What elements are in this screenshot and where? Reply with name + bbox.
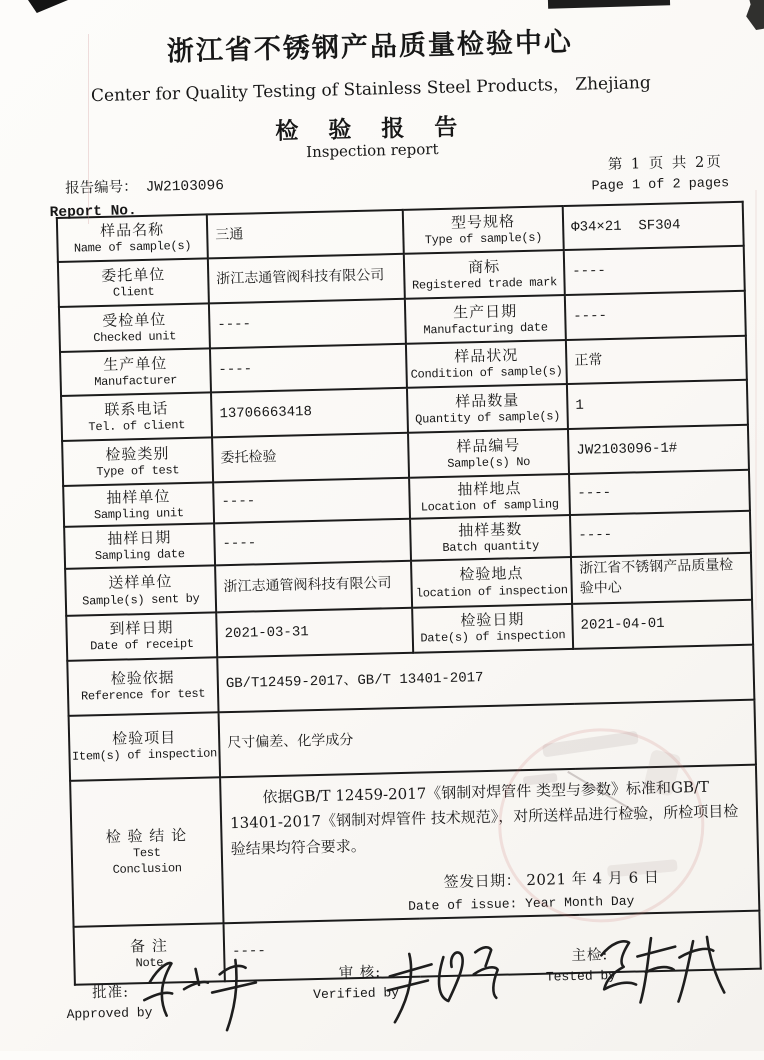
field-value: 2021-04-01 [572, 599, 753, 648]
label-en: Reference for test [80, 687, 206, 704]
doc-title-en: Inspection report [305, 139, 439, 162]
approved-label-en: Approved by [66, 1004, 153, 1022]
label-en: Type of sample(s) [424, 230, 543, 248]
field-value: 13706663418 [211, 388, 408, 438]
field-value: JW2103096-1# [568, 425, 749, 474]
label-en: Test [132, 846, 161, 861]
field-label [411, 557, 572, 607]
label-cn: 委托单位 [100, 265, 166, 285]
page-number-cn: 第 1 页 共 2页 [607, 154, 723, 173]
label-en: Checked unit [93, 329, 177, 345]
field-label [404, 250, 565, 299]
tested-signature-handwriting [589, 926, 741, 1022]
label-en: Manufacturer [94, 373, 178, 390]
page-number-block [591, 150, 730, 194]
field-value: GB/T12459-2017、GB/T 13401-2017 [217, 644, 754, 712]
label-cn: 检验类别 [105, 443, 170, 464]
field-label [410, 515, 571, 561]
label-cn: 检 验 结 论 [105, 826, 188, 847]
field-value: ---- [564, 246, 745, 295]
field-label [57, 214, 208, 262]
field-value: 正常 [566, 336, 747, 384]
label-cn: 联系电话 [104, 398, 169, 419]
field-label [58, 258, 209, 307]
label-cn: 型号规格 [450, 212, 516, 232]
conclusion-text: 依据GB/T 12459-2017《钢制对焊管件 类型与参数》标准和GB/T 13401-2017《钢制对焊管件 技术规范》，对所送样品进行检验，所检项目检验结果均符合要求。 [229, 777, 739, 858]
field-value: 浙江志通管阀科技有限公司 [208, 254, 405, 304]
label-en: Quantity of sample(s) [415, 409, 561, 427]
label-en: Registered trade mark [411, 275, 558, 293]
field-value: ---- [209, 299, 406, 349]
field-value: 浙江志通管阀科技有限公司 [215, 561, 412, 612]
label-en: Note [135, 956, 164, 971]
doc-title-cn: 检 验 报 告 [275, 113, 469, 145]
field-label [64, 523, 215, 569]
field-label [403, 206, 564, 254]
label-cn: 受检单位 [102, 310, 167, 330]
label-cn: 检验依据 [110, 668, 175, 689]
label-en: Location of sampling [420, 497, 559, 515]
field-value: ---- [570, 511, 751, 557]
field-value: 尺寸偏差、化学成分 [219, 699, 756, 777]
label-en: Sample(s) sent by [82, 591, 200, 609]
field-label [412, 604, 573, 653]
label-en: Name of sample(s) [73, 239, 192, 256]
field-label [63, 482, 214, 527]
label-en: Condition of sample(s) [410, 364, 563, 383]
field-label [407, 384, 568, 433]
verified-signature-handwriting [377, 939, 519, 1037]
label-cn: 送样单位 [108, 572, 173, 593]
label-en: location of inspection [415, 582, 568, 601]
field-value: ---- [210, 344, 407, 393]
field-value: Φ34×21 SF304 [563, 202, 744, 250]
field-label [405, 295, 566, 344]
field-value: ---- [214, 519, 411, 566]
field-value: ---- [565, 291, 746, 340]
verified-label-en: Verified by [313, 985, 400, 1003]
field-value: ---- [569, 470, 750, 515]
label-cn: 抽样地点 [457, 478, 522, 499]
report-number-label-en: Report No. [49, 203, 137, 222]
field-label [69, 712, 220, 781]
label-en: Item(s) of inspection [71, 746, 218, 765]
field-label [66, 612, 217, 661]
org-title-cn: 浙江省不锈钢产品质量检验中心 [166, 26, 574, 68]
field-label [60, 348, 211, 396]
field-label [406, 340, 567, 388]
field-value: ---- [224, 911, 761, 982]
report-number-value: JW2103096 [145, 178, 225, 196]
field-label [65, 565, 216, 615]
issue-date-en: Date of issue: Year Month Day [407, 893, 635, 914]
label-cn: 检验项目 [111, 728, 177, 749]
paper-crease-line [88, 34, 89, 224]
org-title-en: Center for Quality Testing of Stainless Steel Products， Zhejiang [90, 72, 652, 107]
verified-label-cn: 审 核: [338, 964, 382, 982]
field-label [408, 429, 569, 478]
field-value: 1 [567, 380, 748, 429]
label-cn: 样品状况 [453, 346, 519, 366]
label-cn: 样品编号 [456, 435, 521, 456]
field-value: ---- [213, 478, 410, 524]
field-value: 委托检验 [212, 433, 409, 483]
report-number-label-cn: 报告编号： [64, 179, 138, 197]
label-cn: 样品名称 [99, 220, 165, 241]
label-cn: 检验日期 [460, 610, 525, 630]
label-cn: 到样日期 [109, 618, 174, 639]
field-value: 三通 [207, 210, 404, 259]
page-number-en: Page 1 of 2 pages [591, 176, 730, 195]
field-value: 2021-03-31 [216, 607, 413, 657]
label-en: Manufacturing date [423, 320, 548, 338]
label-en: Batch quantity [442, 539, 540, 556]
field-label [59, 303, 210, 352]
label-en: Sample(s) No [447, 454, 531, 471]
label-cn: 抽样基数 [458, 520, 523, 540]
field-label [61, 392, 212, 441]
tested-label-cn: 主检: [571, 947, 609, 965]
label-en: Client [112, 284, 155, 300]
approved-label-cn: 批准: [91, 984, 130, 1002]
label-en: Sampling date [94, 547, 185, 564]
label-cn: 样品数量 [455, 390, 520, 411]
label-en: Conclusion [112, 861, 182, 877]
field-label [62, 437, 213, 486]
field-value: 浙江省不锈钢产品质量检验中心 [571, 553, 752, 604]
issue-date-cn: 签发日期： 2021 年 4 月 6 日 [443, 868, 660, 892]
label-en: Type of test [96, 463, 180, 479]
label-en: Sampling unit [93, 505, 184, 523]
label-cn: 抽样单位 [106, 486, 171, 507]
field-label [67, 657, 218, 716]
label-cn: 生产日期 [452, 301, 518, 322]
label-cn: 抽样日期 [107, 528, 172, 548]
label-en: Tel. of client [88, 417, 186, 435]
label-cn: 备 注 [129, 936, 169, 956]
label-en: Date of receipt [90, 637, 194, 654]
label-en: Date(s) of inspection [420, 628, 566, 646]
field-label [70, 777, 223, 927]
tested-label-en: Tested by [545, 968, 617, 985]
label-cn: 生产单位 [103, 354, 168, 375]
paper-edge-shading [755, 190, 757, 610]
approved-signature-handwriting [135, 951, 267, 1039]
label-cn: 检验地点 [459, 564, 524, 584]
label-cn: 商标 [467, 257, 501, 276]
field-label [409, 474, 570, 519]
